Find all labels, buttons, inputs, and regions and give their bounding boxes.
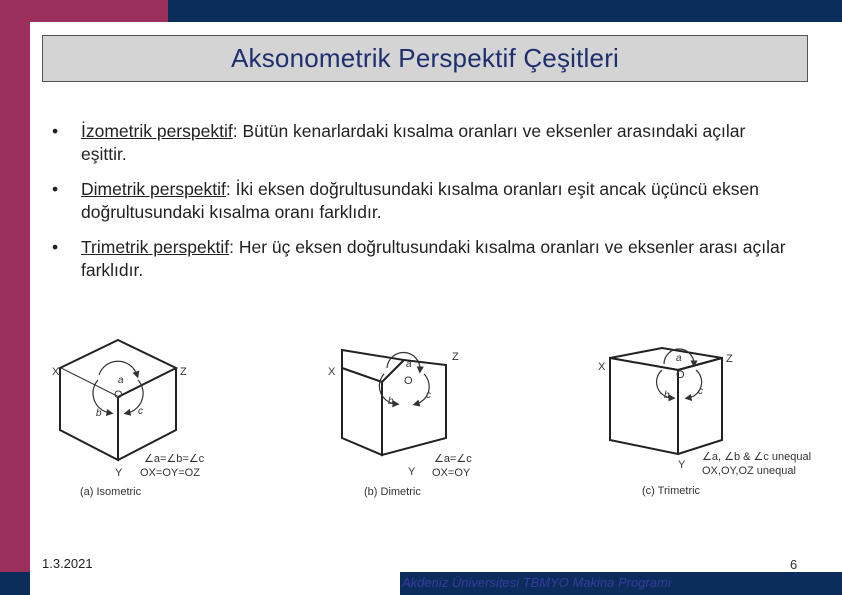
axonometric-diagram — [42, 330, 816, 510]
bullet-term: Dimetrik perspektif — [81, 179, 226, 199]
iso-caption: (a) Isometric — [80, 486, 142, 498]
tri-z-label: Z — [726, 353, 733, 365]
side-accent — [30, 0, 168, 22]
dim-y-label: Y — [408, 466, 416, 478]
bullet-marker: • — [52, 179, 59, 199]
title-box — [42, 35, 808, 82]
bullet-dimetric — [52, 178, 792, 224]
isometric-cube — [52, 340, 205, 498]
iso-b-label: b — [96, 408, 102, 419]
axonometric-figure — [42, 330, 816, 510]
bullet-list — [52, 120, 792, 294]
dim-equation-2: OX=OY — [432, 467, 471, 479]
bullet-marker: • — [52, 121, 59, 141]
bullet-text: : Her üç eksen doğrultusundaki kısalma oranları ve eksenler arası açılar farklıdır. — [81, 237, 786, 280]
dim-o-label: O — [404, 375, 413, 387]
tri-o-label: O — [676, 369, 685, 381]
dim-a-label: a — [406, 359, 412, 370]
tri-a-label: a — [676, 353, 682, 364]
dim-caption: (b) Dimetric — [364, 486, 421, 498]
dimetric-cube — [328, 350, 472, 498]
bullet-text: : Bütün kenarlardaki kısalma oranları ve eksenler arasındaki açılar eşittir. — [81, 121, 746, 164]
trimetric-cube — [598, 348, 811, 497]
bullet-term: İzometrik perspektif — [81, 121, 233, 141]
bullet-isometric — [52, 120, 792, 166]
side-bar — [0, 0, 30, 595]
bullet-marker: • — [52, 237, 59, 257]
dim-x-label: X — [328, 366, 336, 378]
iso-equation-2: OX=OY=OZ — [140, 467, 200, 479]
tri-c-label: c — [698, 386, 703, 397]
dim-equation-1: ∠a=∠c — [434, 453, 472, 465]
bottom-white-block — [30, 572, 400, 595]
slide-title: Aksonometrik Perspektif Çeşitleri — [230, 43, 620, 73]
page-number: 6 — [790, 557, 798, 572]
iso-c-label: c — [138, 406, 143, 417]
tri-equation-1: ∠a, ∠b & ∠c unequal — [702, 451, 812, 463]
tri-caption: (c) Trimetric — [642, 485, 701, 497]
footer-institution: Akdeniz Üniversitesi TBMYO Makina Programı — [402, 575, 672, 590]
dim-c-label: c — [426, 390, 431, 401]
bullet-text: : İki eksen doğrultusundaki kısalma oranları eşit ancak üçüncü eksen doğrultusundaki kısalma oranı farklıdır. — [81, 179, 759, 222]
iso-x-label: X — [52, 366, 60, 378]
dim-b-label: b — [388, 396, 394, 407]
iso-z-label: Z — [180, 366, 187, 378]
slide-date: 1.3.2021 — [42, 556, 93, 571]
iso-y-label: Y — [115, 467, 123, 479]
iso-o-label: O — [114, 389, 123, 401]
tri-x-label: X — [598, 361, 606, 373]
tri-equation-2: OX,OY,OZ unequal — [702, 465, 796, 477]
dim-z-label: Z — [452, 351, 459, 363]
bullet-trimetric — [52, 236, 792, 282]
bullet-term: Trimetrik perspektif — [81, 237, 230, 257]
tri-y-label: Y — [678, 459, 686, 471]
iso-a-label: a — [118, 375, 124, 386]
iso-equation-1: ∠a=∠b=∠c — [144, 453, 205, 465]
tri-b-label: b — [664, 390, 670, 401]
